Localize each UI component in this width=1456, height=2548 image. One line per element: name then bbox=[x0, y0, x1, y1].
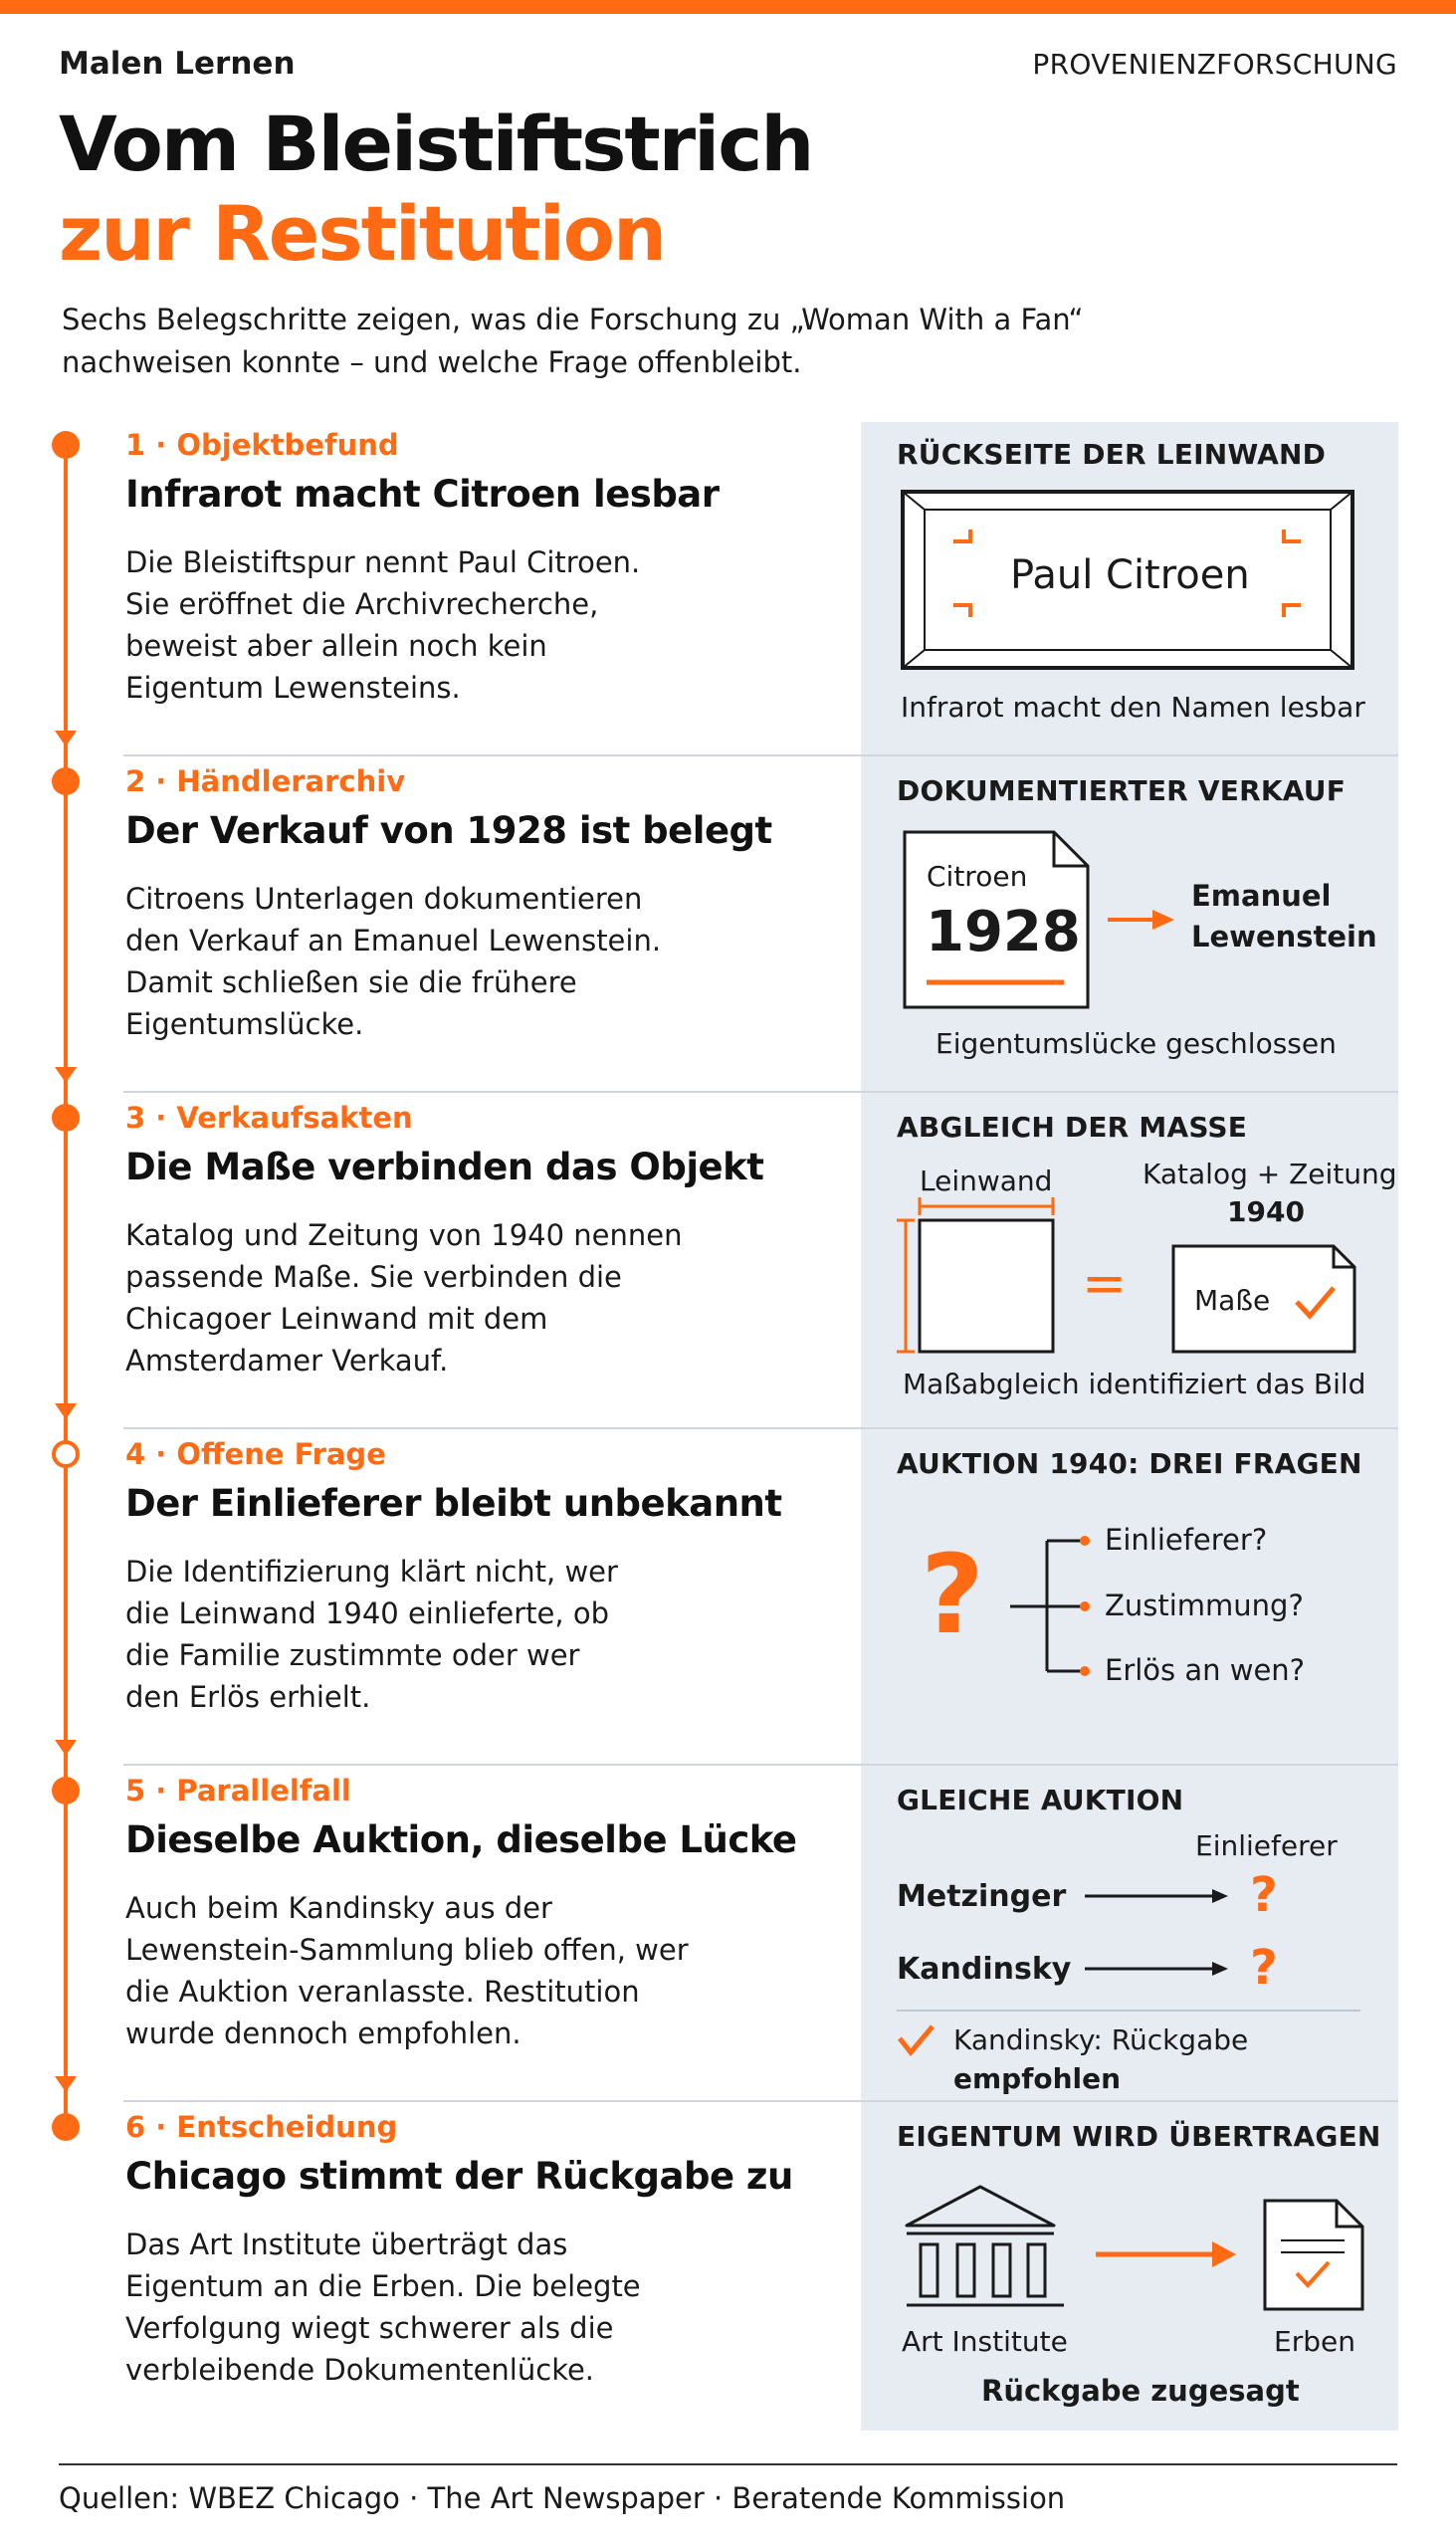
step-6-body-line: verbleibende Dokumentenlücke. bbox=[125, 2353, 595, 2387]
step-5-body-line: Auch beim Kandinsky aus der bbox=[125, 1891, 552, 1925]
step-5-title: Dieselbe Auktion, dieselbe Lücke bbox=[125, 1818, 797, 1861]
step-6-label: 6 · Entscheidung bbox=[125, 2110, 398, 2144]
panel-2-heading: DOKUMENTIERTER VERKAUF bbox=[897, 774, 1347, 807]
step-3-label: 3 · Verkaufsakten bbox=[125, 1101, 413, 1135]
panel-1-heading: RÜCKSEITE DER LEINWAND bbox=[897, 438, 1327, 471]
panel-2-caption: Eigentumslücke geschlossen bbox=[936, 1027, 1337, 1060]
buyer-name-line: Emanuel bbox=[1191, 879, 1332, 913]
equals-sign: = bbox=[1082, 1252, 1128, 1315]
question-mark-icon: ? bbox=[921, 1531, 984, 1658]
step-6-body-line: Verfolgung wiegt schwerer als die bbox=[125, 2311, 614, 2345]
panel-4-heading: AUKTION 1940: DREI FRAGEN bbox=[897, 1447, 1362, 1480]
from-label: Art Institute bbox=[902, 2325, 1068, 2358]
step-4-body-line: den Erlös erhielt. bbox=[125, 1680, 371, 1714]
step-2-label: 2 · Händlerarchiv bbox=[125, 764, 406, 798]
question-item: Erlös an wen? bbox=[1105, 1653, 1306, 1687]
footer-rule bbox=[59, 2463, 1397, 2465]
step-3-body-line: passende Maße. Sie verbinden die bbox=[125, 1260, 622, 1294]
sources-line: Quellen: WBEZ Chicago · The Art Newspaper · Beratende Kommission bbox=[59, 2481, 1066, 2515]
step-6-body-line: Eigentum an die Erben. Die belegte bbox=[125, 2269, 641, 2303]
step-1-body-line: Eigentum Lewensteins. bbox=[125, 671, 461, 705]
restitution-note-line: Kandinsky: Rückgabe bbox=[953, 2023, 1249, 2056]
panel-3-heading: ABGLEICH DER MASSE bbox=[897, 1111, 1248, 1144]
source-year: 1940 bbox=[1227, 1195, 1305, 1228]
lead-line-1: Sechs Belegschritte zeigen, was die Forschung zu „Woman With a Fan“ bbox=[62, 303, 1084, 336]
restitution-note-line: empfohlen bbox=[953, 2062, 1122, 2095]
step-1-body-line: Die Bleistiftspur nennt Paul Citroen. bbox=[125, 545, 641, 579]
question-item: Einlieferer? bbox=[1105, 1523, 1268, 1557]
page-title-line-2: zur Restitution bbox=[59, 189, 666, 278]
step-1-body-line: Sie eröffnet die Archivrecherche, bbox=[125, 587, 599, 621]
step-4-title: Der Einlieferer bleibt unbekannt bbox=[125, 1482, 782, 1525]
source-label: Katalog + Zeitung bbox=[1143, 1158, 1397, 1190]
step-5-body-line: die Auktion veranlasste. Restitution bbox=[125, 1975, 640, 2009]
case-name: Metzinger bbox=[897, 1879, 1067, 1914]
document-year: 1928 bbox=[926, 900, 1081, 964]
to-label: Erben bbox=[1274, 2325, 1355, 2358]
step-3-body-line: Amsterdamer Verkauf. bbox=[125, 1344, 449, 1378]
step-1-title: Infrarot macht Citroen lesbar bbox=[125, 473, 720, 516]
page-title-line-1: Vom Bleistiftstrich bbox=[59, 100, 813, 188]
step-6-body-line: Das Art Institute überträgt das bbox=[125, 2228, 568, 2261]
step-3-body-line: Chicagoer Leinwand mit dem bbox=[125, 1302, 548, 1336]
step-5-body-line: wurde dennoch empfohlen. bbox=[125, 2017, 521, 2050]
step-1-label: 1 · Objektbefund bbox=[125, 428, 399, 462]
step-5-body-line: Lewenstein-Sammlung blieb offen, wer bbox=[125, 1933, 689, 1967]
measure-doc-label: Maße bbox=[1194, 1284, 1271, 1317]
step-2-body-line: Eigentumslücke. bbox=[125, 1007, 364, 1041]
step-5-label: 5 · Parallelfall bbox=[125, 1774, 351, 1807]
panel-6-caption: Rückgabe zugesagt bbox=[981, 2374, 1300, 2408]
brand-name: Malen Lernen bbox=[59, 46, 296, 82]
consignor-column-label: Einlieferer bbox=[1195, 1829, 1338, 1862]
inscription-name: Paul Citroen bbox=[1010, 552, 1250, 598]
step-6-title: Chicago stimmt der Rückgabe zu bbox=[125, 2155, 793, 2198]
canvas-label: Leinwand bbox=[920, 1165, 1053, 1197]
buyer-name-line: Lewenstein bbox=[1191, 920, 1377, 954]
step-4-body-line: die Familie zustimmte oder wer bbox=[125, 1638, 580, 1672]
step-2-body-line: Damit schließen sie die frühere bbox=[125, 965, 577, 999]
panel-6-heading: EIGENTUM WIRD ÜBERTRAGEN bbox=[897, 2120, 1381, 2153]
museum-icon bbox=[907, 2187, 1064, 2305]
panel-3-caption: Maßabgleich identifiziert das Bild bbox=[903, 1368, 1366, 1400]
step-2-body-line: den Verkauf an Emanuel Lewenstein. bbox=[125, 924, 662, 957]
case-name: Kandinsky bbox=[897, 1952, 1072, 1987]
unknown-mark-icon: ? bbox=[1250, 1940, 1278, 1996]
question-item: Zustimmung? bbox=[1105, 1589, 1304, 1622]
step-4-body-line: Die Identifizierung klärt nicht, wer bbox=[125, 1555, 618, 1589]
unknown-mark-icon: ? bbox=[1250, 1867, 1278, 1923]
topic-label: PROVENIENZFORSCHUNG bbox=[1032, 48, 1397, 81]
step-3-title: Die Maße verbinden das Objekt bbox=[125, 1146, 764, 1188]
panel-1-caption: Infrarot macht den Namen lesbar bbox=[901, 691, 1365, 724]
deed-document-icon bbox=[1265, 2201, 1362, 2309]
document-name: Citroen bbox=[927, 860, 1028, 893]
panel-5-heading: GLEICHE AUKTION bbox=[897, 1784, 1184, 1816]
step-1-body-line: beweist aber allein noch kein bbox=[125, 629, 547, 663]
lead-line-2: nachweisen konnte – und welche Frage offenbleibt. bbox=[62, 345, 802, 379]
step-2-title: Der Verkauf von 1928 ist belegt bbox=[125, 809, 772, 852]
step-3-body-line: Katalog und Zeitung von 1940 nennen bbox=[125, 1218, 683, 1252]
step-2-body-line: Citroens Unterlagen dokumentieren bbox=[125, 882, 643, 916]
step-4-body-line: die Leinwand 1940 einlieferte, ob bbox=[125, 1596, 609, 1630]
step-4-label: 4 · Offene Frage bbox=[125, 1437, 386, 1471]
